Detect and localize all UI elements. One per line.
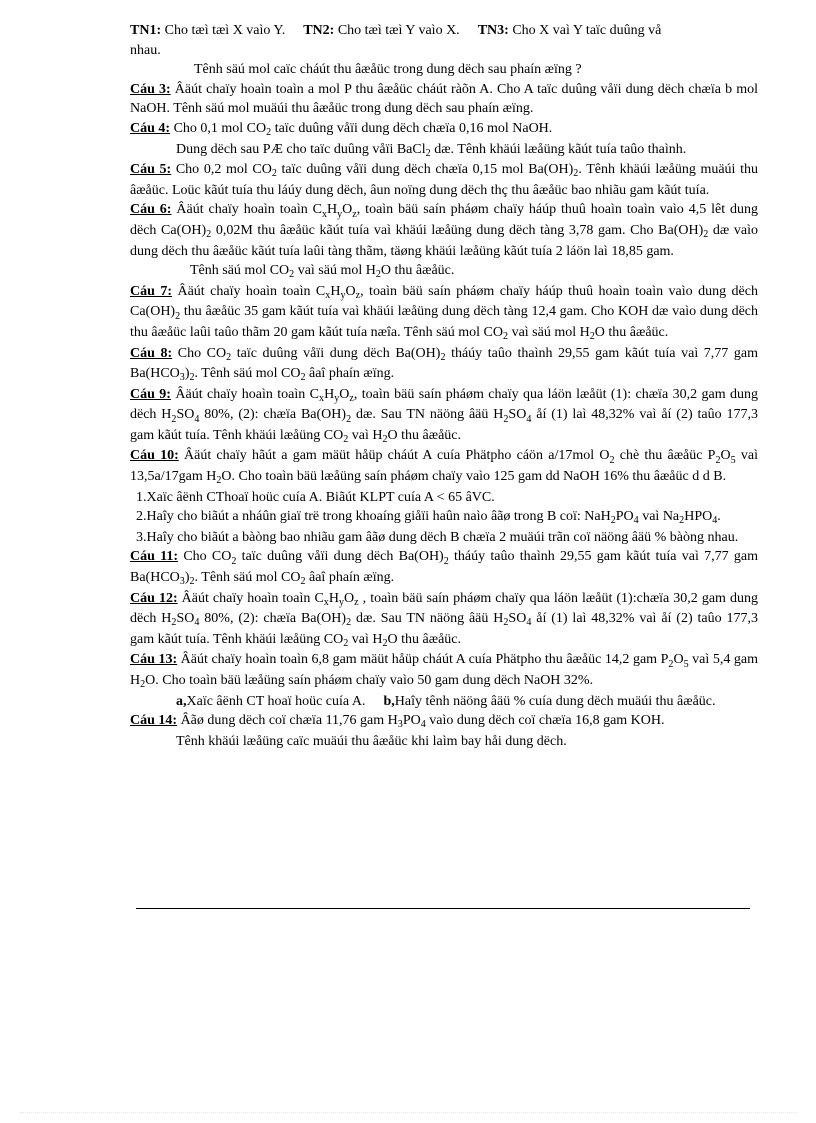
question-12: Cáu 12: Âäút chaïy hoaìn toaìn $C_xH_yO_z$ , toaìn bäü saín pháøm chaïy qua láön læåüt (1):chæïa 30,2 gam dung dëch $H_2SO_4$ 80%, (2): chæïa $Ba(OH)_2$ dæ. Sau TN näöng âäü $H_2SO_4$ åí (1) laì 48,32% vaì åí (2) taûo 177,3 gam kãút tuía. Tênh khäúi læåüng $CO_2$ vaì $H_2O$ thu âæåüc. xyxy=(130,590,758,650)
tn3-label: TN3: xyxy=(477,23,509,38)
intro-line: TN1: Cho tæì tæì X vaìo Y. TN2: Cho tæì tæì Y vaìo X. TN3: Cho X vaì Y taïc duûng vå xyxy=(130,23,662,38)
intro-line-cont: nhau. xyxy=(130,42,161,58)
intro-question: Tênh säú mol caïc cháút thu âæåüc trong dung dëch sau phaín æïng ? xyxy=(194,62,582,78)
question-10-item-3: 3.Haîy cho biãút a bàòng bao nhiãu gam âãø dung dëch B chæïa 2 muäúi trãn coï näöng âäü % bàòng nhau. xyxy=(136,529,739,545)
question-13-parts: a,Xaïc âënh CT hoaï hoüc cuía A. b,Haîy tênh näöng âäü % cuía dung dëch muäúi thu âæåüc. xyxy=(176,693,716,709)
question-6: Cáu 6: Âäút chaïy hoaìn toaìn $C_xH_yO_z$, toaìn bäü saín pháøm chaïy háúp thuû hoaìn toaìn vaìo 4,5 lêt dung dëch $Ca(OH)_2$ 0,02M thu âæåüc kãút tuía vaì khäúi læåüng dung dëch tàng 3,78 gam. Cho $Ba(OH)_2$ dæ vaìo dung dëch thu âæåüc kãút tuía laûi tàng thãm, täøng khäúi læåüng kãút tuía 2 láön laì 18,85 gam. xyxy=(130,202,758,259)
question-label: Cáu 9: xyxy=(130,386,171,402)
question-label: Cáu 3: xyxy=(130,81,171,97)
question-14-cont: Tênh khäúi læåüng caïc muäúi thu âæåüc khi laìm bay håi dung dëch. xyxy=(176,733,567,749)
question-7: Cáu 7: Âäút chaïy hoaìn toaìn $C_xH_yO_z$, toaìn bäü saín pháøm chaïy háúp thuû hoaìn toaìn vaìo dung dëch $Ca(OH)_2$ thu âæåüc 35 gam kãút tuía vaì khäúi læåüng dung dëch tàng 12,4 gam. Cho KOH dæ vaìo dung dëch thu âæåüc laûi taûo thãm 20 gam kãút tuía næîa. Tênh säú mol $CO_2$ vaì säú mol $H_2O$ thu âæåüc. xyxy=(130,283,758,343)
question-5: Cáu 5: Cho 0,2 mol $CO_2$ taïc duûng våïi dung dëch chæïa 0,15 mol $Ba(OH)_2$. Tênh khäúi læåüng muäúi thu âæåüc. Loüc kãút tuía thu láúy dung dëch, âun noïng dung dëch thç thu âæåüc bao nhiãu gam kãút tuía. xyxy=(130,162,758,198)
question-10-item-2: 2.Haîy cho biãút a nháûn giaï trë trong khoaíng giåïi haûn naìo âãø trong B coï: $NaH_2PO_4$ vaì $Na_2HPO_4$. xyxy=(136,509,721,527)
question-label: Cáu 8: xyxy=(130,345,173,361)
question-6-cont: Tênh säú mol $CO_2$ vaì säú mol $H_2O$ thu âæåüc. xyxy=(190,263,455,281)
question-label: Cáu 7: xyxy=(130,283,173,299)
question-label: Cáu 5: xyxy=(130,162,172,178)
question-3: Cáu 3: Âäút chaïy hoaìn toaìn a mol P thu âæåüc cháút ràõn A. Cho A taïc duûng våïi dung dëch chæïa b mol NaOH. Tênh säú mol muäúi thu âæåüc trong dung dëch sau phaín æïng. xyxy=(130,81,758,117)
question-label: Cáu 4: xyxy=(130,120,171,136)
question-8: Cáu 8: Cho $CO_2$ taïc duûng våïi dung dëch $Ba(OH)_2$ tháúy taûo thaình 29,55 gam kãút tuía vaì 7,77 gam $Ba(HCO_3)_2$. Tênh säú mol $CO_2$ âaî phaín æïng. xyxy=(130,345,758,384)
bottom-divider xyxy=(136,908,750,909)
question-4: Cáu 4: Cho 0,1 mol $CO_2$ taïc duûng våïi dung dëch chæïa 0,16 mol NaOH. xyxy=(130,120,553,139)
question-13: Cáu 13: Âäút chaïy hoaìn toaìn 6,8 gam mäüt håüp cháút A cuía Phätpho thu âæåüc 14,2 gam $P_2O_5$ vaì 5,4 gam $H_2O$. Cho toaìn bäü læåüng saín pháøm chaïy vaìo 50 gam dung dëch NaOH 32%. xyxy=(130,652,758,691)
document-body xyxy=(130,21,758,751)
question-label: Cáu 13: xyxy=(130,652,178,668)
question-label: Cáu 10: xyxy=(130,448,179,464)
tn2-label: TN2: xyxy=(303,23,335,38)
question-10: Cáu 10: Âäút chaïy hãút a gam mäüt håüp cháút A cuía Phätpho cáön a/17mol $O_2$ chè thu âæåüc $P_2O_5$ vaì 13,5a/17gam $H_2O$. Cho toaìn bäü læåüng saín pháøm chaïy vaìo 125 gam dd NaOH 16% thu âæåüc d d B. xyxy=(130,448,759,487)
question-label: Cáu 12: xyxy=(130,590,178,606)
question-9: Cáu 9: Âäút chaïy hoaìn toaìn $C_xH_yO_z$, toaìn bäü saín pháøm chaïy qua láön læåüt (1): chæïa 30,2 gam dung dëch $H_2SO_4$ 80%, (2): chæïa $Ba(OH)_2$ dæ. Sau TN näöng âäü $H_2SO_4$ åí (1) laì 48,32% vaì åí (2) taûo 177,3 gam kãút tuía. Tênh khäúi læåüng $CO_2$ vaì $H_2O$ thu âæåüc. xyxy=(130,386,759,446)
question-11: Cáu 11: Cho $CO_2$ taïc duûng våïi dung dëch $Ba(OH)_2$ tháúy taûo thaình 29,55 gam kãút tuía vaì 7,77 gam $Ba(HCO_3)_2$. Tênh säú mol $CO_2$ âaî phaín æïng. xyxy=(130,549,758,588)
tn1-label: TN1: xyxy=(130,23,162,38)
question-4-cont: Dung dëch sau PÆ cho taïc duûng våïi BaCl$_2$ dæ. Tênh khäúi læåüng kãút tuía taûo thaình. xyxy=(176,141,687,159)
question-label: Cáu 6: xyxy=(130,202,172,218)
page-bottom-dots xyxy=(20,1112,796,1113)
question-label: Cáu 11: xyxy=(130,549,179,565)
question-14: Cáu 14: Âãø dung dëch coï chæïa 11,76 gam $H_3PO_4$ vaìo dung dëch coï chæïa 16,8 gam KOH. xyxy=(130,713,665,731)
question-label: Cáu 14: xyxy=(130,713,178,729)
question-10-item-1: 1.Xaïc âënh CThoaï hoüc cuía A. Biãút KLPT cuía A < 65 âVC. xyxy=(136,489,495,505)
